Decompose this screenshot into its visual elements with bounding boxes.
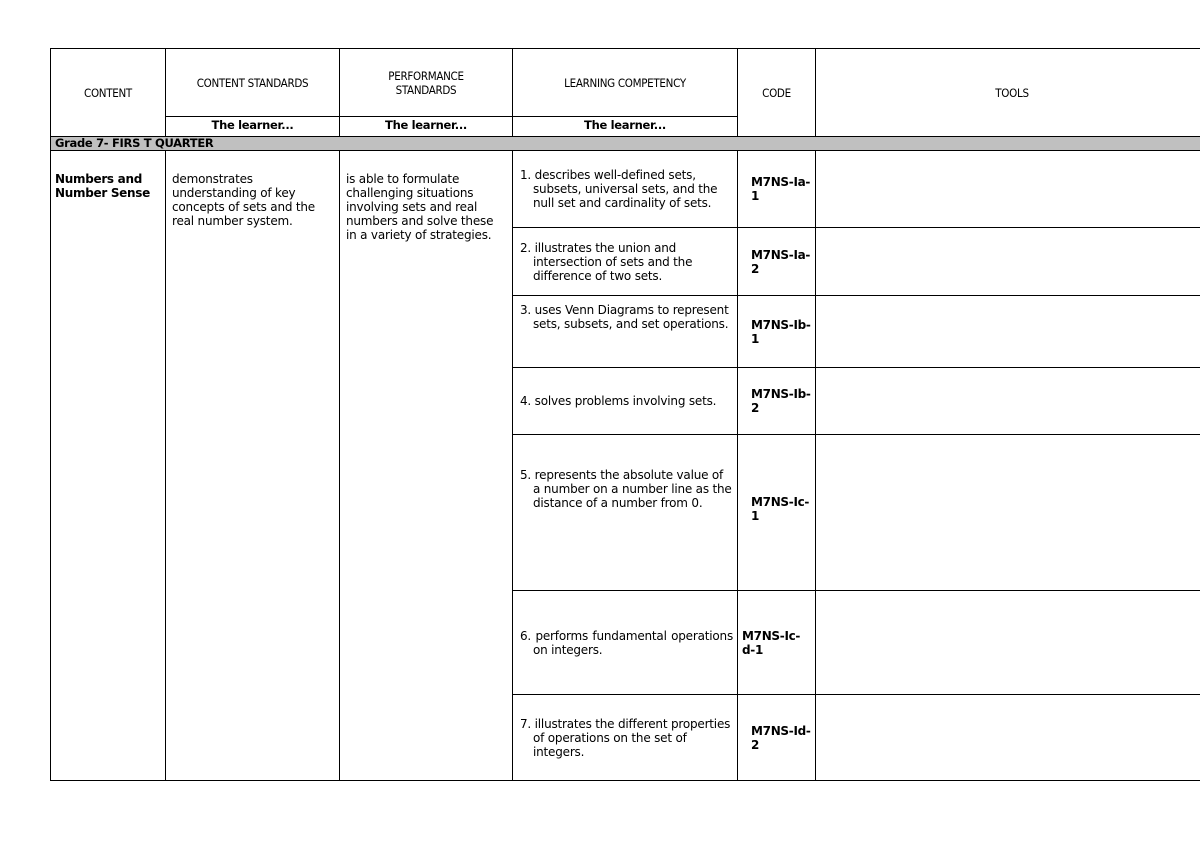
competency-cell: 5. represents the absolute value of a number on a number line as the distance of a number from 0. [513, 435, 738, 591]
curriculum-guide-table [50, 48, 1200, 781]
tools-cell [816, 695, 1200, 781]
quarter-label: Grade 7- FIRS T QUARTER [51, 137, 1200, 151]
tools-cell [816, 296, 1200, 368]
code-cell: M7NS-Ib-1 [738, 296, 816, 368]
competency-cell: 3. uses Venn Diagrams to represent sets, subsets, and set operations. [513, 296, 738, 368]
competency-cell: 4. solves problems involving sets. [513, 368, 738, 435]
tools-cell [816, 591, 1200, 695]
competency-cell: 2. illustrates the union and intersection of sets and the difference of two sets. [513, 228, 738, 296]
header-learning-competency: LEARNING COMPETENCY [513, 49, 738, 117]
code-cell: M7NS-Ib-2 [738, 368, 816, 435]
table-row [51, 151, 1200, 228]
competency-cell: 6. performs fundamental operations on integers. [513, 591, 738, 695]
code-cell: M7NS-Ia-1 [738, 151, 816, 228]
subheader-performance-standards: The learner... [340, 117, 513, 137]
code-cell: M7NS-Ia-2 [738, 228, 816, 296]
header-row [51, 49, 1200, 117]
content-standard-cell: demonstrates understanding of key concepts of sets and the real number system. [166, 151, 340, 781]
tools-cell [816, 435, 1200, 591]
tools-cell [816, 151, 1200, 228]
competency-cell: 7. illustrates the different properties of operations on the set of integers. [513, 695, 738, 781]
code-cell: M7NS-Ic-d-1 [738, 591, 816, 695]
quarter-row [51, 137, 1200, 151]
competency-cell: 1. describes well-defined sets, subsets, universal sets, and the null set and cardinality of sets. [513, 151, 738, 228]
header-tools: TOOLS [816, 49, 1200, 137]
header-code: CODE [738, 49, 816, 137]
header-content-standards: CONTENT STANDARDS [166, 49, 340, 117]
subheader-content-standards: The learner... [166, 117, 340, 137]
content-cell: Numbers and Number Sense [51, 151, 166, 781]
code-cell: M7NS-Ic-1 [738, 435, 816, 591]
subheader-learning-competency: The learner... [513, 117, 738, 137]
performance-standard-cell: is able to formulate challenging situations involving sets and real numbers and solve these in a variety of strategies. [340, 151, 513, 781]
tools-cell [816, 228, 1200, 296]
tools-cell [816, 368, 1200, 435]
header-performance-standards: PERFORMANCE STANDARDS [340, 49, 513, 117]
code-cell: M7NS-Id-2 [738, 695, 816, 781]
header-content: CONTENT [51, 49, 166, 137]
